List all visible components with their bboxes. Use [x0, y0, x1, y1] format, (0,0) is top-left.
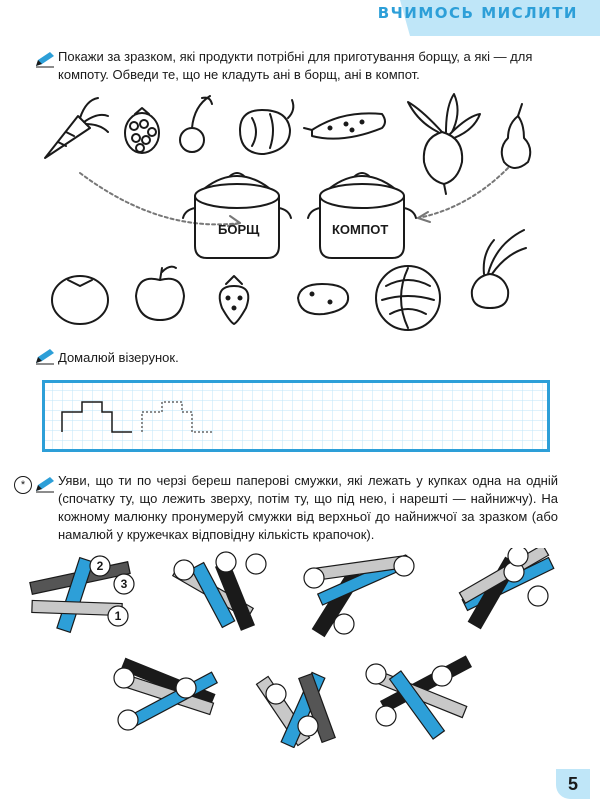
strips-puzzle-4	[114, 658, 217, 730]
pencil-icon	[34, 475, 56, 493]
task3-instruction: Уяви, що ти по черзі береш паперові смужки, які лежать у купках одна на одній (спочатку ту, що лежить зверху, потім ту, що під нею, і нарешті — найнижчу). На кожному малюнку пронумеруй смужки від верхньої до найнижчої за зразком (або намалюй у кружечках відповідну кількість крапочок).	[58, 473, 558, 542]
example-number-top: 2	[96, 559, 104, 573]
example-number-bottom: 1	[114, 609, 122, 623]
strawberry-icon	[220, 276, 249, 324]
strips-puzzle-6	[366, 656, 471, 739]
section-title: ВЧИМОСЬ МИСЛИТИ	[377, 4, 578, 22]
vegetables-art	[30, 88, 570, 338]
pencil-icon	[34, 347, 56, 365]
pot-left-label: БОРЩ	[218, 222, 260, 237]
raspberry-icon	[125, 108, 159, 153]
kompot-pot	[308, 173, 416, 258]
strips-puzzle-1	[173, 552, 266, 630]
pot-right-label: КОМПОТ	[332, 222, 389, 237]
task2-instruction: Домалюй візерунок.	[58, 350, 179, 365]
beet-icon	[408, 94, 480, 194]
task1-instruction: Покажи за зразком, які продукти потрібні для приготування борщу, а які — для компоту. Обведи те, що не кладуть ані в борщ, ані в компот.	[58, 49, 533, 82]
strips-puzzle-5	[257, 672, 336, 747]
strips-puzzle-2	[304, 555, 414, 636]
onion-icon	[472, 230, 526, 308]
bell-pepper-icon	[240, 100, 293, 154]
cucumber-icon	[304, 113, 385, 138]
pattern-grid[interactable]	[42, 380, 550, 452]
cherry-icon	[180, 96, 212, 152]
tomato-icon	[52, 276, 108, 324]
pear-icon	[502, 104, 531, 168]
example-number-middle: 3	[120, 577, 128, 591]
star-badge: *	[14, 476, 32, 494]
potato-icon	[298, 284, 348, 314]
carrot-icon	[45, 98, 108, 158]
apple-icon	[136, 267, 184, 320]
page-number: 5	[556, 769, 590, 799]
arrow-right	[418, 168, 508, 218]
pencil-icon	[34, 50, 56, 68]
borshch-pot	[183, 173, 291, 258]
strips-puzzle-3	[459, 548, 553, 629]
strips-art[interactable]	[20, 548, 580, 748]
cabbage-icon	[376, 266, 440, 330]
